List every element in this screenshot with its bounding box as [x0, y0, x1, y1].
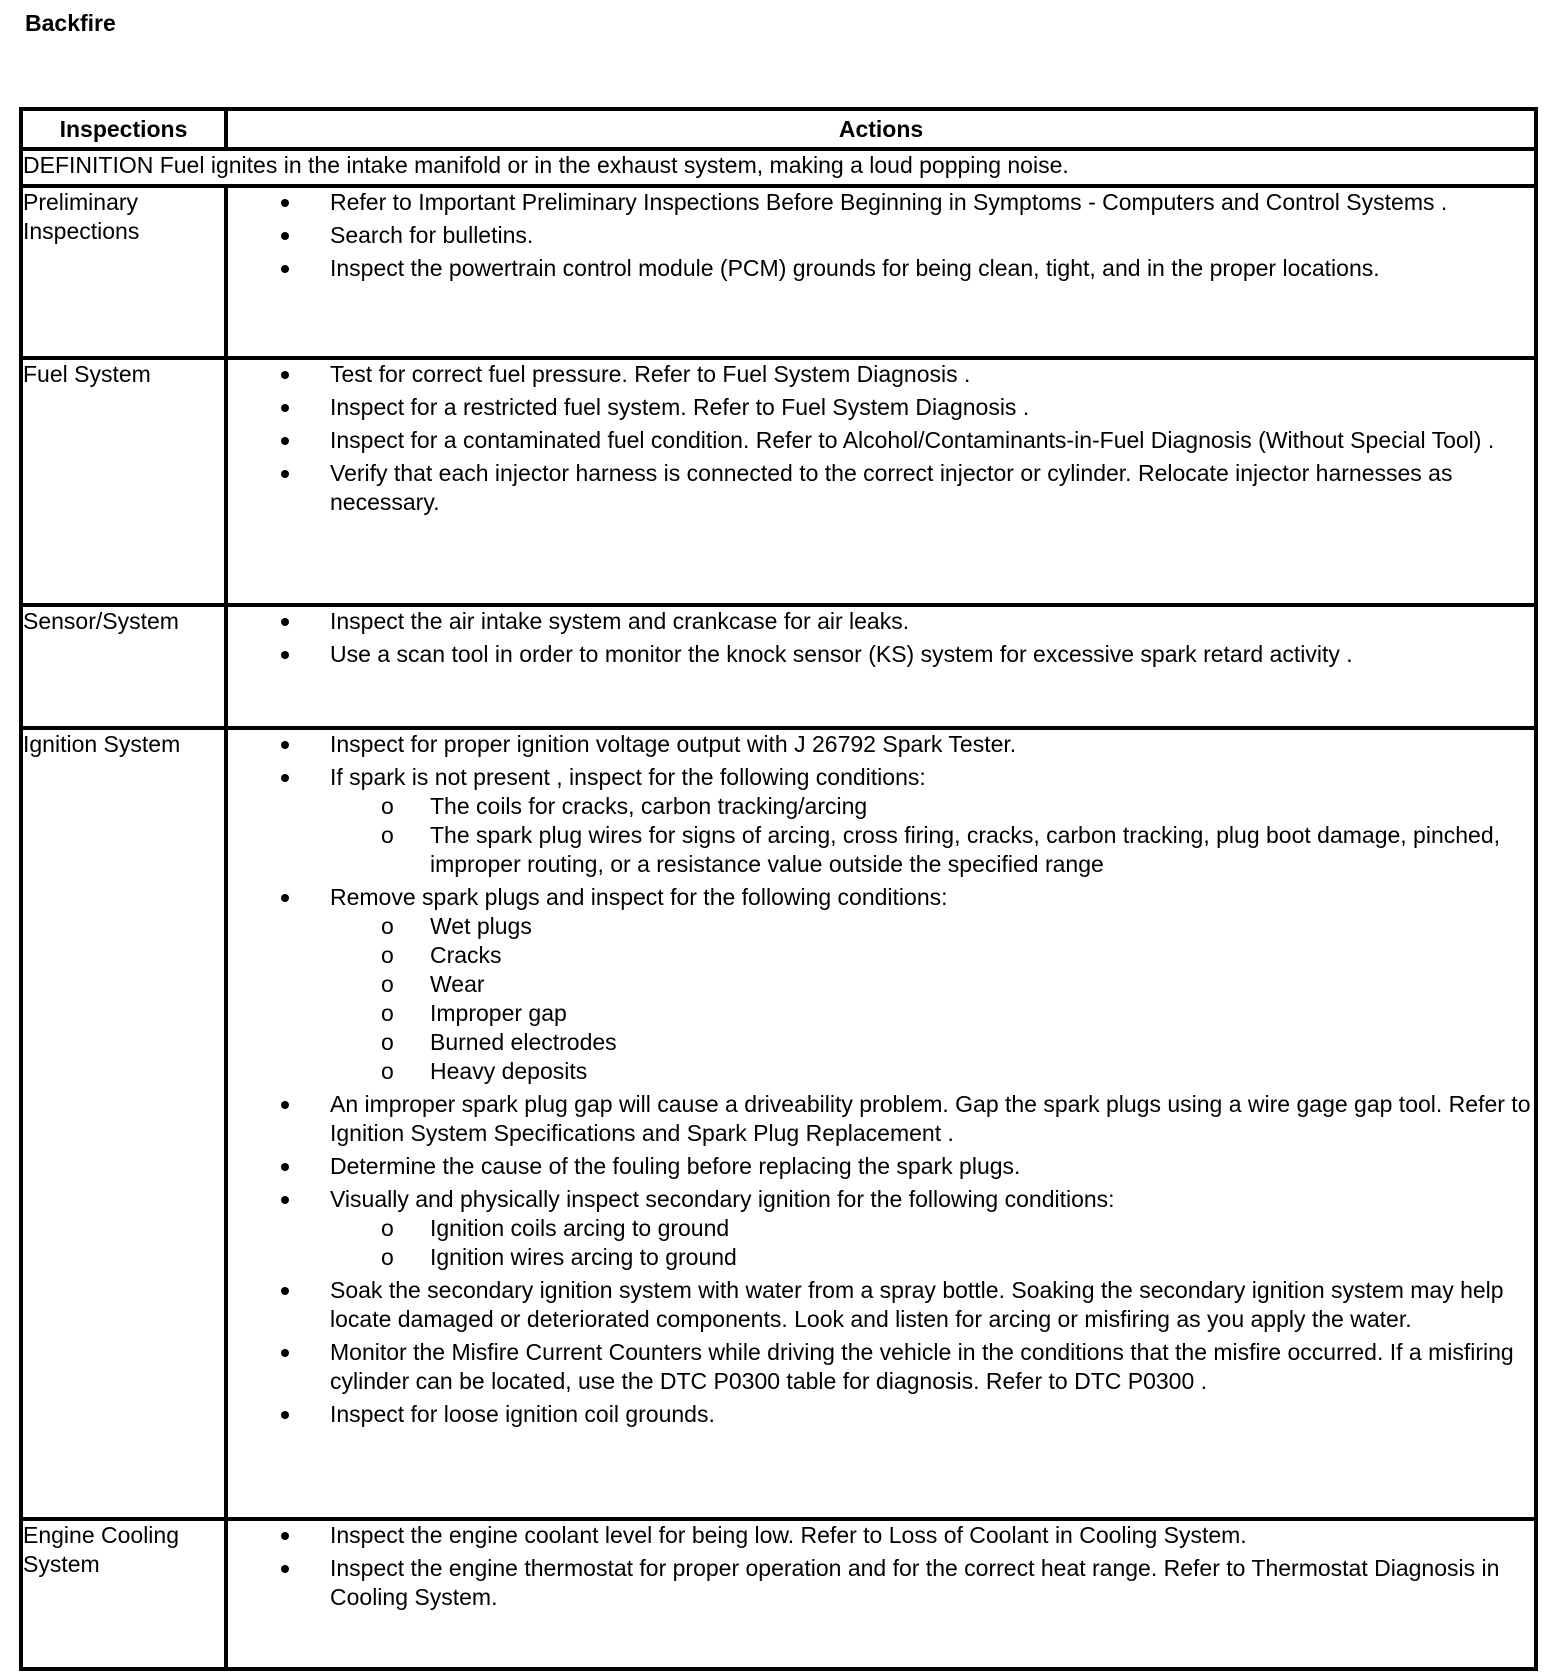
action-item — [330, 254, 1534, 283]
action-item — [330, 1090, 1534, 1148]
sub-condition-item: o Ignition wires arcing to ground — [430, 1243, 1534, 1272]
action-item — [330, 1152, 1534, 1181]
action-text: Inspect for a restricted fuel system. Refer to Fuel System Diagnosis . — [330, 394, 1030, 420]
action-item — [330, 883, 1534, 1086]
diagnostic-table — [19, 107, 1538, 1671]
action-item — [330, 640, 1534, 669]
action-item — [330, 1521, 1534, 1550]
action-item — [330, 188, 1534, 217]
action-item — [330, 1276, 1534, 1334]
action-list — [228, 730, 1534, 1429]
action-list — [228, 607, 1534, 669]
action-text: Inspect the air intake system and crankcase for air leaks. — [330, 608, 910, 634]
action-list — [228, 188, 1534, 283]
action-item — [330, 1185, 1534, 1272]
action-text: Inspect the engine coolant level for being low. Refer to Loss of Coolant in Cooling System. — [330, 1522, 1247, 1548]
action-text: Determine the cause of the fouling before replacing the spark plugs. — [330, 1153, 1021, 1179]
table-row — [21, 358, 1536, 605]
action-text: Refer to Important Preliminary Inspections Before Beginning in Symptoms - Computers and Control Systems . — [330, 189, 1448, 215]
action-item — [330, 426, 1534, 455]
action-text: If spark is not present , inspect for the following conditions: — [330, 764, 926, 790]
action-item — [330, 1554, 1534, 1612]
action-list — [228, 1521, 1534, 1612]
action-text: Inspect for a contaminated fuel condition. Refer to Alcohol/Contaminants-in-Fuel Diagnosis (Without Special Tool) . — [330, 427, 1495, 453]
table-header-row — [21, 109, 1536, 149]
action-item — [330, 459, 1534, 517]
sub-condition-list — [330, 1214, 1534, 1272]
table-row — [21, 605, 1536, 728]
action-text: Inspect the engine thermostat for proper operation and for the correct heat range. Refer to Thermostat Diagnosis in Cooling System. — [330, 1555, 1500, 1610]
action-item — [330, 360, 1534, 389]
inspection-engine-cooling: Engine Cooling System — [21, 1519, 226, 1669]
action-text: Inspect for proper ignition voltage output with J 26792 Spark Tester. — [330, 731, 1017, 757]
document-title: Backfire — [25, 10, 116, 36]
action-text: Search for bulletins. — [330, 222, 534, 248]
sub-condition-item: o The spark plug wires for signs of arcing, cross firing, cracks, carbon tracking, plug boot damage, pinched, improper routing, or a resistance value outside the specified range — [430, 821, 1534, 879]
inspection-ignition-system: Ignition System — [21, 728, 226, 1519]
action-item — [330, 607, 1534, 636]
inspection-sensor-system: Sensor/System — [21, 605, 226, 728]
table-row — [21, 1519, 1536, 1669]
table-row — [21, 186, 1536, 358]
sub-condition-item: o Wear — [430, 970, 1534, 999]
action-text: An improper spark plug gap will cause a driveability problem. Gap the spark plugs using a wire gage gap tool. Refer to Ignition System Specifications and Spark Plug Replacement . — [330, 1091, 1531, 1146]
action-text: Test for correct fuel pressure. Refer to Fuel System Diagnosis . — [330, 361, 971, 387]
sub-condition-item: o Wet plugs — [430, 912, 1534, 941]
action-text: Monitor the Misfire Current Counters while driving the vehicle in the conditions that the misfire occurred. If a misfiring cylinder can be located, use the DTC P0300 table for diagnosis. Refer to DTC P0300 . — [330, 1339, 1514, 1394]
header-inspections: Inspections — [21, 109, 226, 149]
action-item — [330, 730, 1534, 759]
action-item — [330, 1400, 1534, 1429]
actions-cell — [226, 605, 1536, 728]
header-actions: Actions — [226, 109, 1536, 149]
sub-condition-list — [330, 792, 1534, 879]
action-item — [330, 763, 1534, 879]
action-item — [330, 393, 1534, 422]
action-text: Verify that each injector harness is connected to the correct injector or cylinder. Relocate injector harnesses as necessary. — [330, 460, 1453, 515]
actions-cell — [226, 358, 1536, 605]
action-text: Visually and physically inspect secondary ignition for the following conditions: — [330, 1186, 1115, 1212]
definition-row — [21, 149, 1536, 186]
action-text: Soak the secondary ignition system with water from a spray bottle. Soaking the secondary ignition system may help locate damaged or deteriorated components. Look and listen for arcing or misfiring as you apply the water. — [330, 1277, 1504, 1332]
sub-condition-item: o Heavy deposits — [430, 1057, 1534, 1086]
sub-condition-item: o Improper gap — [430, 999, 1534, 1028]
sub-condition-item: o Burned electrodes — [430, 1028, 1534, 1057]
actions-cell — [226, 728, 1536, 1519]
table-row — [21, 728, 1536, 1519]
definition-text: DEFINITION Fuel ignites in the intake manifold or in the exhaust system, making a loud popping noise. — [21, 149, 1536, 186]
sub-condition-item: o The coils for cracks, carbon tracking/arcing — [430, 792, 1534, 821]
action-text: Use a scan tool in order to monitor the knock sensor (KS) system for excessive spark retard activity . — [330, 641, 1353, 667]
actions-cell — [226, 1519, 1536, 1669]
sub-condition-item: o Ignition coils arcing to ground — [430, 1214, 1534, 1243]
action-text: Inspect the powertrain control module (PCM) grounds for being clean, tight, and in the proper locations. — [330, 255, 1380, 281]
action-item — [330, 221, 1534, 250]
action-item — [330, 1338, 1534, 1396]
sub-condition-item: o Cracks — [430, 941, 1534, 970]
action-list — [228, 360, 1534, 517]
action-text: Inspect for loose ignition coil grounds. — [330, 1401, 715, 1427]
action-text: Remove spark plugs and inspect for the following conditions: — [330, 884, 948, 910]
inspection-fuel-system: Fuel System — [21, 358, 226, 605]
sub-condition-list — [330, 912, 1534, 1086]
inspection-preliminary: Preliminary Inspections — [21, 186, 226, 358]
actions-cell — [226, 186, 1536, 358]
